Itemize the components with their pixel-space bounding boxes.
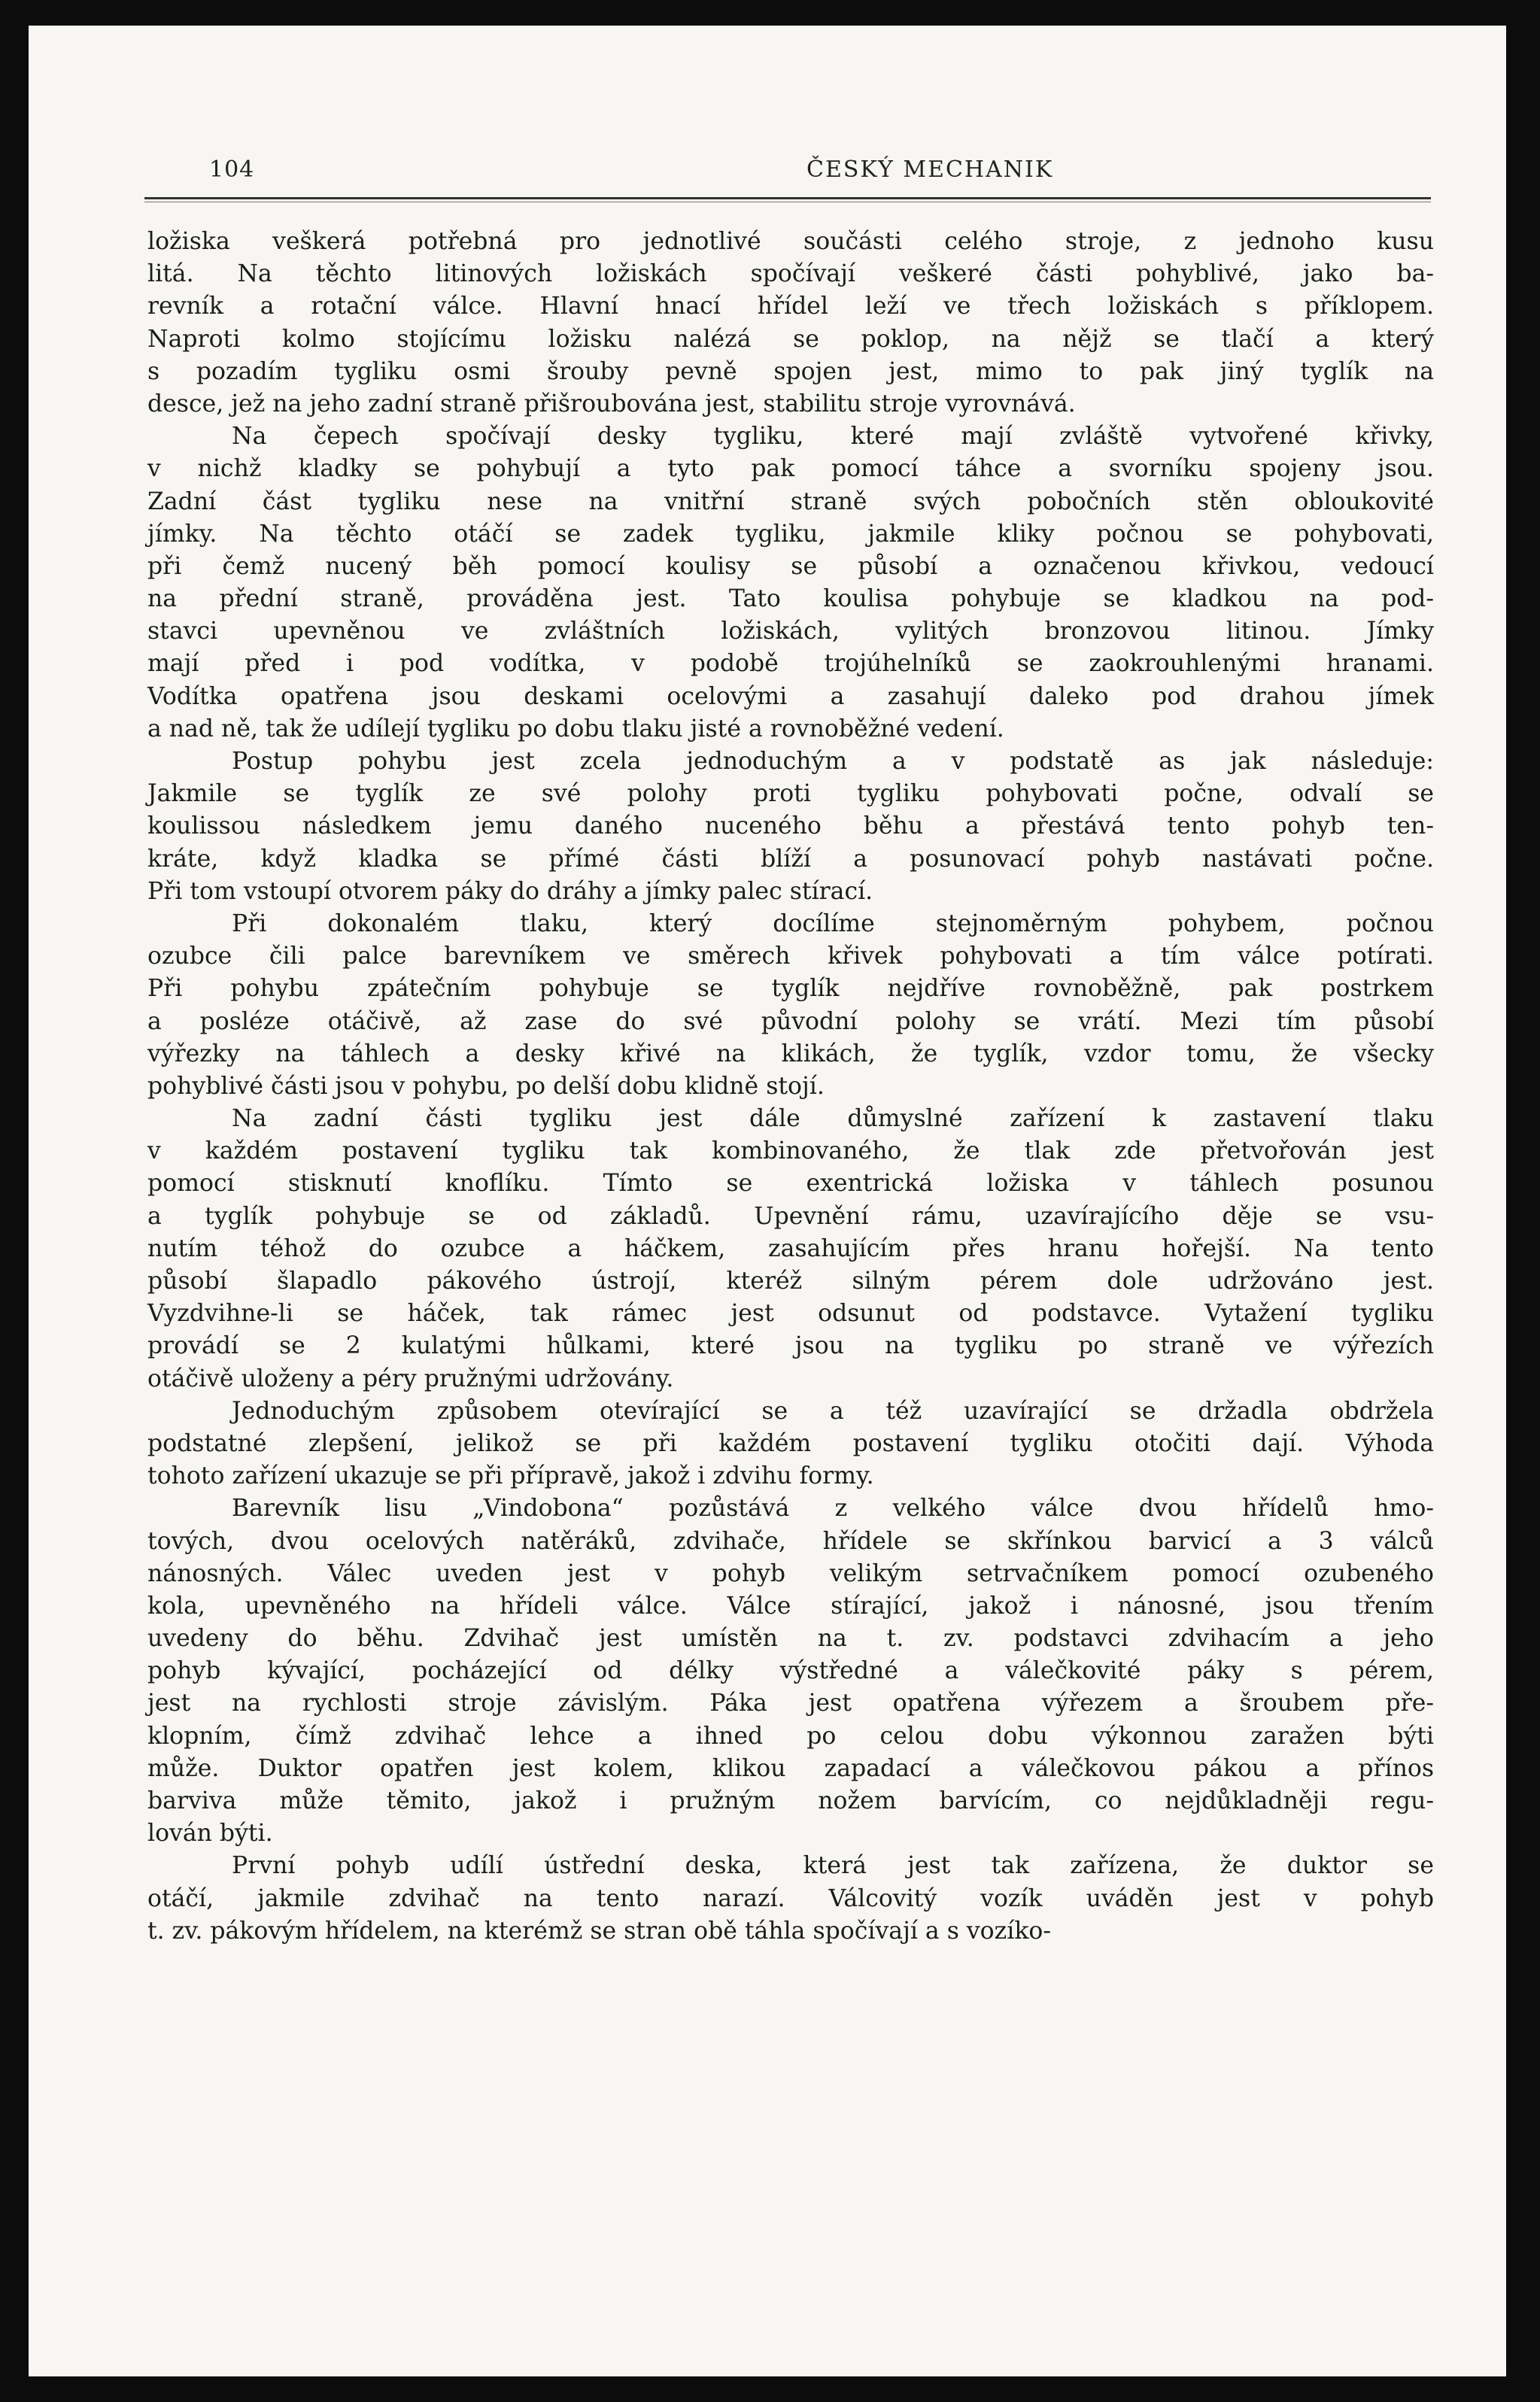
text-line: v nichž kladky se pohybují a tyto pak pomocí táhce a svorníku spojeny jsou. [147,455,1434,483]
text-line: kráte, když kladka se přímé části blíží a posunovací pohyb nastávati počne. [147,845,1434,873]
text-line: pohyb kývající, pocházející od délky výstředné a válečkovité páky s pérem, [147,1657,1434,1685]
text-line: kola, upevněného na hřídeli válce. Válce stírající, jakož i nánosné, jsou třením [147,1592,1434,1620]
text-line: ozubce čili palce barevníkem ve směrech křivek pohybovati a tím válce potírati. [147,943,1434,970]
text-line: koulissou následkem jemu daného nuceného běhu a přestává tento pohyb ten- [147,812,1434,840]
text-line: pomocí stisknutí knoflíku. Tímto se exentrická ložiska v táhlech posunou [147,1170,1434,1198]
text-line: otáčivě uloženy a péry pružnými udržovány. [147,1365,674,1392]
text-line: Jednoduchým způsobem otevírající se a též uzavírající se držadla obdržela [232,1397,1434,1425]
running-head: ČESKÝ MECHANIK [806,156,1054,183]
text-line: tohoto zařízení ukazuje se při přípravě, jakož i zdvihu formy. [147,1462,874,1490]
text-line: výřezky na táhlech a desky křivé na klikách, že tyglík, vzdor tomu, že všecky [147,1040,1434,1067]
text-line: desce, jež na jeho zadní straně přišroubována jest, stabilitu stroje vyrovnává. [147,390,1076,418]
text-line: může. Duktor opatřen jest kolem, klikou zapadací a válečkovou pákou a přínos [147,1754,1434,1782]
text-line: Při pohybu zpátečním pohybuje se tyglík nejdříve rovnoběžně, pak postrkem [147,975,1434,1003]
text-line: Postup pohybu jest zcela jednoduchým a v podstatě as jak následuje: [232,748,1434,775]
text-line: a nad ně, tak že udílejí tygliku po dobu tlaku jisté a rovnoběžné vedení. [147,715,1004,742]
text-line: nutím téhož do ozubce a háčkem, zasahujícím přes hranu hořejší. Na tento [147,1234,1434,1262]
page-header [144,126,1431,183]
text-line: Vyzdvihne-li se háček, tak rámec jest odsunut od podstavce. Vytažení tygliku [147,1300,1434,1328]
text-line: provádí se 2 kulatými hůlkami, které jsou na tygliku po straně ve výřezích [147,1332,1434,1360]
text-line: mají před i pod vodítka, v podobě trojúhelníků se zaokrouhlenými hranami. [147,650,1434,678]
text-line: na přední straně, prováděna jest. Tato koulisa pohybuje se kladkou na pod- [147,585,1434,613]
text-line: ložiska veškerá potřebná pro jednotlivé součásti celého stroje, z jednoho kusu [147,228,1434,255]
text-line: Na zadní části tygliku jest dále důmyslné zařízení k zastavení tlaku [232,1105,1434,1133]
text-line: litá. Na těchto litinových ložiskách spočívají veškeré části pohyblivé, jako ba- [147,260,1434,288]
text-line: Barevník lisu „Vindobona“ pozůstává z velkého válce dvou hřídelů hmo- [232,1495,1434,1523]
text-line: působí šlapadlo pákového ústrojí, kteréž silným pérem dole udržováno jest. [147,1268,1434,1295]
text-line: s pozadím tygliku osmi šrouby pevně spojen jest, mimo to pak jiný tyglík na [147,357,1434,385]
text-line: klopním, čímž zdvihač lehce a ihned po celou dobu výkonnou zaražen býti [147,1722,1434,1750]
text-line: tových, dvou ocelových natěráků, zdvihače, hřídele se skřínkou barvicí a 3 válců [147,1527,1434,1555]
text-line: otáčí, jakmile zdvihač na tento narazí. Válcovitý vozík uváděn jest v pohyb [147,1884,1434,1912]
text-line: Při dokonalém tlaku, který docílíme stejnoměrným pohybem, počnou [232,909,1434,937]
text-line: stavci upevněnou ve zvláštních ložiskách, vylitých bronzovou litinou. Jímky [147,618,1434,645]
page-number: 104 [209,156,255,183]
text-line: pohyblivé části jsou v pohybu, po delší dobu klidně stojí. [147,1072,825,1100]
text-line: uvedeny do běhu. Zdvihač jest umístěn na t. zv. podstavci zdvihacím a jeho [147,1625,1434,1653]
text-line: Na čepech spočívají desky tygliku, které mají zvláště vytvořené křivky, [232,423,1434,451]
text-line: Vodítka opatřena jsou deskami ocelovými a zasahují daleko pod drahou jímek [147,682,1434,710]
text-line: lován býti. [147,1820,273,1848]
text-line: t. zv. pákovým hřídelem, na kterémž se stran obě táhla spočívají a s vozíko- [147,1917,1052,1945]
text-line: Při tom vstoupí otvorem páky do dráhy a jímky palec stírací. [147,877,873,905]
text-line: barviva může těmito, jakož i pružným nožem barvícím, co nejdůkladněji regu- [147,1787,1434,1814]
text-line: podstatné zlepšení, jelikož se při každém postavení tygliku otočiti dají. Výhoda [147,1429,1434,1457]
text-line: v každém postavení tygliku tak kombinovaného, že tlak zde přetvořován jest [147,1137,1434,1165]
text-line: Naproti kolmo stojícímu ložisku nalézá se poklop, na nějž se tlačí a který [147,325,1434,353]
text-line: nánosných. Válec uveden jest v pohyb velikým setrvačníkem pomocí ozubeného [147,1559,1434,1587]
text-line: při čemž nucený běh pomocí koulisy se působí a označenou křivkou, vedoucí [147,552,1434,580]
header-rule [144,197,1431,199]
text-line: revník a rotační válce. Hlavní hnací hřídel leží ve třech ložiskách s příklopem. [147,293,1434,320]
text-line: a tyglík pohybuje se od základů. Upevnění rámu, uzavírajícího děje se vsu- [147,1202,1434,1230]
text-line: a posléze otáčivě, až zase do své původní polohy se vrátí. Mezi tím působí [147,1007,1434,1035]
body-text [147,226,1434,1948]
text-line: jímky. Na těchto otáčí se zadek tygliku, jakmile kliky počnou se pohybovati, [147,520,1434,548]
text-line: První pohyb udílí ústřední deska, která jest tak zařízena, že duktor se [232,1852,1434,1880]
text-line: Zadní část tygliku nese na vnitřní straně svých pobočních stěn obloukovité [147,487,1434,515]
text-line: Jakmile se tyglík ze své polohy proti tygliku pohybovati počne, odvalí se [147,780,1434,808]
text-line: jest na rychlosti stroje závislým. Páka jest opatřena výřezem a šroubem pře- [147,1690,1434,1717]
